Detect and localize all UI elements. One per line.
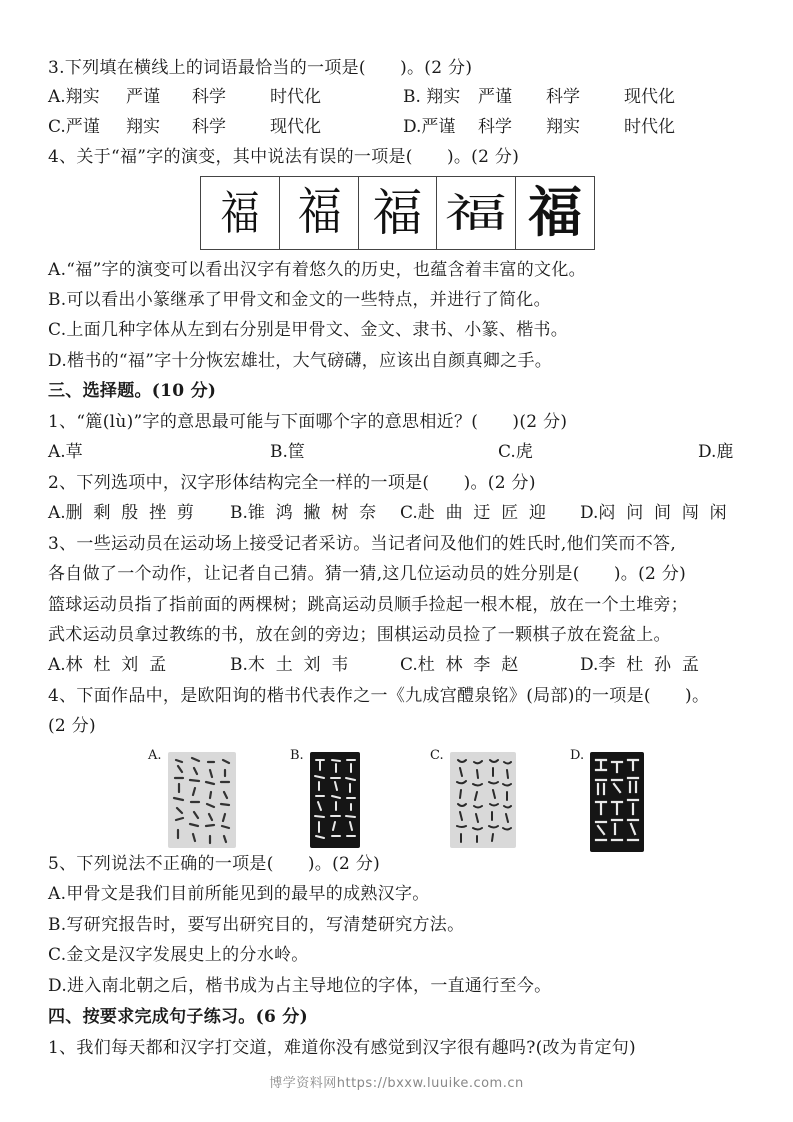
s3-q1-option-b: B.筐	[270, 442, 305, 462]
question-4-option-c: C.上面几种字体从左到右分别是甲骨文、金文、隶书、小篆、楷书。	[48, 320, 569, 340]
option-b-word-4: 现代化	[624, 87, 675, 107]
option-d-word-4: 时代化	[624, 117, 675, 137]
question-4-option-a: A.“福”字的演变可以看出汉字有着悠久的历史，也蕴含着丰富的文化。	[48, 260, 586, 280]
s3-q3-stem-line-2: 各自做了一个动作，让记者自己猜。猜一猜,这几位运动员的姓分别是( )。(2 分)	[48, 564, 687, 584]
section-3-title: 三、选择题。(10 分)	[48, 381, 217, 401]
s3-q2-option-b: B.锥 鸿 撇 树 奈	[230, 503, 377, 523]
s3-q5-option-c: C.金文是汉字发展史上的分水岭。	[48, 945, 309, 965]
s3-q3-option-d: D.李 杜 孙 孟	[580, 655, 699, 675]
s3-q2-stem: 2、下列选项中，汉字形体结构完全一样的一项是( )。(2 分)	[48, 473, 536, 493]
fu-glyph-5: 福	[528, 181, 583, 244]
s3-q1-option-c: C.虎	[498, 442, 533, 462]
option-a-word-2: 严谨	[126, 87, 160, 107]
fu-oracle-bone	[201, 177, 280, 249]
s3-q3-option-b: B.木 土 刘 韦	[230, 655, 349, 675]
question-3-stem: 3.下列填在横线上的词语最恰当的一项是( )。(2 分)	[48, 58, 473, 78]
s3-q3-option-c: C.杜 林 李 赵	[400, 655, 519, 675]
option-b-word-3: 科学	[546, 87, 580, 107]
option-a-label: A.翔实	[48, 87, 100, 107]
s3-q4-stem-line-1: 4、下面作品中，是欧阳询的楷书代表作之一《九成宫醴泉铭》(局部)的一项是( )。	[48, 686, 710, 706]
sample-d-brush-strokes	[590, 752, 644, 852]
s3-q1-option-a: A.草	[48, 442, 83, 462]
sample-b-image	[310, 752, 360, 848]
s3-q1-option-d: D.鹿	[698, 442, 734, 462]
sample-b-label: B.	[290, 748, 304, 763]
sample-a-image	[168, 752, 236, 848]
s3-q1-stem: 1、“簏(lù)”字的意思最可能与下面哪个字的意思相近？( )(2 分)	[48, 412, 568, 432]
sample-a-label: A.	[148, 748, 162, 763]
option-c-label: C.严谨	[48, 117, 100, 137]
option-c-word-4: 现代化	[270, 117, 321, 137]
question-4-option-b: B.可以看出小篆继承了甲骨文和金文的一些特点，并进行了简化。	[48, 290, 551, 310]
fu-seal	[359, 177, 438, 249]
s3-q5-option-b: B.写研究报告时，要写出研究目的，写清楚研究方法。	[48, 915, 465, 935]
option-d-word-3: 翔实	[546, 117, 580, 137]
s3-q3-stem-line-3: 篮球运动员指了指前面的两棵树；跳高运动员顺手捡起一根木棍，放在一个土堆旁；	[48, 595, 689, 615]
s3-q2-option-d: D.闷 问 间 闯 闲	[580, 503, 727, 523]
question-4-option-d: D.楷书的“福”字十分恢宏雄壮，大气磅礴，应该出自颜真卿之手。	[48, 351, 553, 371]
s3-q3-stem-line-4: 武术运动员拿过教练的书，放在剑的旁边；围棋运动员捡了一颗棋子放在瓷盆上。	[48, 625, 671, 645]
sample-c-label: C.	[430, 748, 444, 763]
option-a-word-3: 科学	[192, 87, 226, 107]
option-d-label: D.严谨	[403, 117, 456, 137]
sample-b-brush-strokes	[310, 752, 360, 848]
s4-q1-stem: 1、我们每天都和汉字打交道，难道你没有感觉到汉字很有趣吗?(改为肯定句)	[48, 1038, 636, 1058]
fu-regular	[516, 177, 594, 249]
s3-q3-option-a: A.林 杜 刘 孟	[48, 655, 167, 675]
s3-q4-stem-line-2: (2 分)	[48, 716, 96, 736]
page-footer-watermark: 博学资料网https://bxxw.luuike.com.cn	[269, 1076, 524, 1091]
option-b-label: B. 翔实	[403, 87, 461, 107]
sample-d-image	[590, 752, 644, 852]
s3-q3-stem-line-1: 3、一些运动员在运动场上接受记者采访。当记者问及他们的姓氏时,他们笑而不答,	[48, 534, 677, 554]
sample-c-brush-strokes	[450, 752, 516, 848]
sample-a-brush-strokes	[168, 752, 236, 848]
sample-d-label: D.	[570, 748, 585, 763]
s3-q2-option-a: A.删 剩 殷 挫 剪	[48, 503, 194, 523]
sample-c-image	[450, 752, 516, 848]
fu-bronze	[280, 177, 359, 249]
fu-clerical	[437, 177, 516, 249]
s3-q2-option-c: C.赴 曲 迂 匠 迎	[400, 503, 547, 523]
s3-q5-option-d: D.进入南北朝之后，楷书成为占主导地位的字体，一直通行至今。	[48, 976, 552, 996]
option-c-word-2: 翔实	[126, 117, 160, 137]
s3-q5-stem: 5、下列说法不正确的一项是( )。(2 分)	[48, 854, 381, 874]
fu-glyph-3: 福	[372, 184, 423, 242]
fu-glyph-4: 福	[445, 189, 508, 237]
fu-glyph-1: 福	[220, 186, 260, 240]
option-d-word-2: 科学	[478, 117, 512, 137]
question-4-stem: 4、关于“福”字的演变，其中说法有误的一项是( )。(2 分)	[48, 147, 520, 167]
option-a-word-4: 时代化	[270, 87, 321, 107]
s3-q5-option-a: A.甲骨文是我们目前所能见到的最早的成熟汉字。	[48, 884, 430, 904]
fu-glyph-2: 福	[297, 183, 340, 242]
option-b-word-2: 严谨	[478, 87, 512, 107]
section-4-title: 四、按要求完成句子练习。(6 分)	[48, 1007, 308, 1027]
option-c-word-3: 科学	[192, 117, 226, 137]
fu-evolution-table	[200, 176, 595, 250]
